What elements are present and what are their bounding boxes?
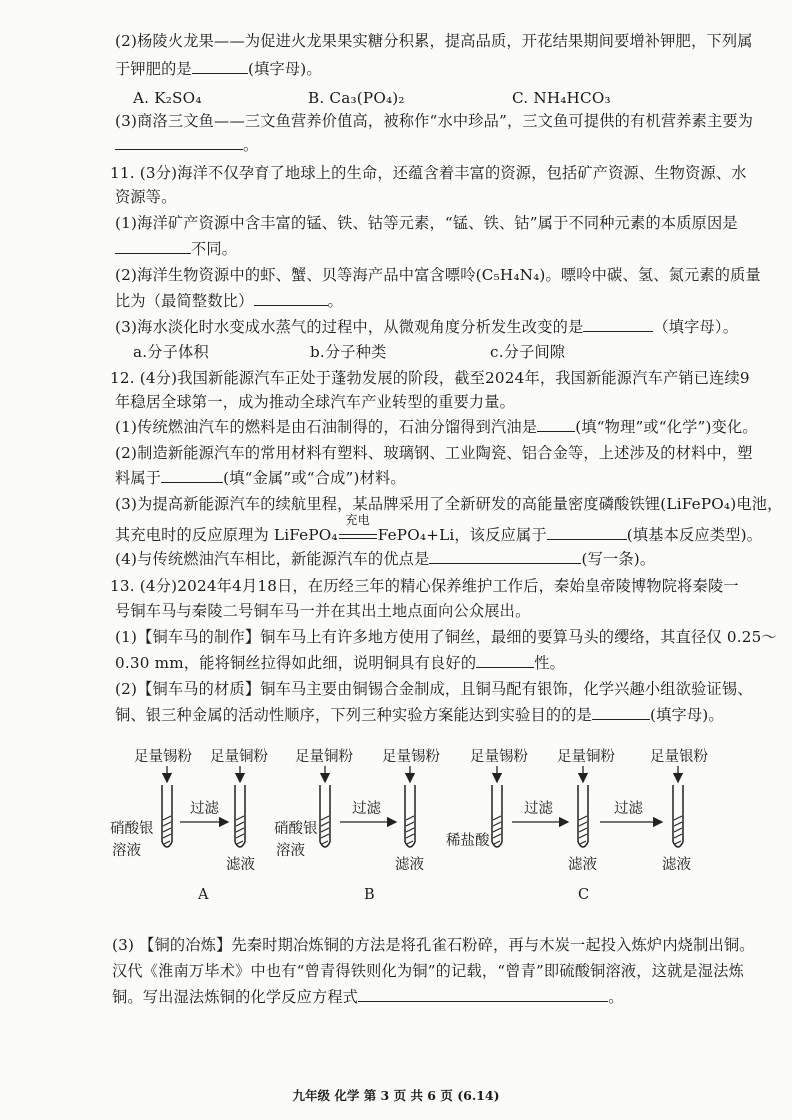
q12-part4-line1: (4)与传统燃油汽车相比，新能源汽车的优点是 (写一条)。 bbox=[115, 550, 656, 568]
q10-part2-line1: (2)杨陵火龙果——为促进火龙果果实糖分积累，提高品质，开花结果期间要增补钾肥，下列属 bbox=[115, 32, 753, 50]
q10-part3-line2: 。 bbox=[115, 134, 258, 156]
page-footer: 九年级 化学 第 3 页 共 6 页 (6.14) bbox=[292, 1088, 500, 1103]
q10-part2-line2: 于钾肥的是 (填字母)。 bbox=[115, 60, 322, 78]
answer-blank[interactable] bbox=[537, 416, 575, 432]
answer-blank[interactable] bbox=[592, 704, 650, 720]
q12-stem-line2: 年稳居全球第一，成为推动全球汽车产业转型的重要力量。 bbox=[115, 393, 516, 411]
q13-part3-line1: (3) 【铜的冶炼】先秦时期冶炼铜的方法是将孔雀石粉碎，再与木炭一起投入炼炉内烧制出铜。 bbox=[112, 936, 755, 954]
answer-blank[interactable] bbox=[358, 986, 608, 1002]
answer-blank[interactable] bbox=[254, 290, 328, 306]
reagent-label: 足量锡粉 bbox=[470, 749, 528, 765]
option-c-label: C bbox=[578, 887, 590, 903]
filter-label: 过滤 bbox=[524, 801, 553, 817]
solution-label: 硝酸银 bbox=[110, 821, 154, 837]
filter-label: 过滤 bbox=[352, 801, 381, 817]
q11-stem-line2: 资源等。 bbox=[115, 188, 177, 206]
option-b-label: B bbox=[364, 887, 375, 903]
filtrate-label: 滤液 bbox=[226, 857, 255, 873]
option-a-label: A bbox=[198, 887, 209, 903]
reagent-label: 足量铜粉 bbox=[295, 749, 353, 765]
q12-part1-line1: (1)传统燃油汽车的燃料是由石油制得的，石油分馏得到汽油是 (填“物理”或“化学”)变化。 bbox=[115, 418, 758, 436]
q13-stem-line2: 号铜车马与秦陵二号铜车马一并在其出土地点面向公众展出。 bbox=[115, 602, 531, 620]
q12-part2-line1: (2)制造新能源汽车的常用材料有塑料、玻璃钢、工业陶瓷、铝合金等，上述涉及的材料中，塑 bbox=[115, 444, 753, 462]
q10-option-a: A. K₂SO₄ bbox=[133, 89, 202, 107]
answer-blank[interactable] bbox=[476, 652, 534, 668]
answer-blank[interactable] bbox=[115, 134, 243, 150]
q11-stem-line1: 11. (3分)海洋不仅孕育了地球上的生命，还蕴含着丰富的资源，包括矿产资源、生物资源、水 bbox=[110, 164, 747, 182]
q10-option-c: C. NH₄HCO₃ bbox=[512, 89, 611, 107]
answer-blank[interactable] bbox=[429, 548, 581, 564]
solution-label: 溶液 bbox=[112, 843, 141, 859]
q11-option-b: b.分子种类 bbox=[310, 343, 387, 361]
q13-part3-line3: 铜。写出湿法炼铜的化学反应方程式 。 bbox=[112, 988, 624, 1006]
q12-stem-line1: 12. (4分)我国新能源汽车正处于蓬勃发展的阶段，截至2024年，我国新能源汽车产销已连续9 bbox=[110, 369, 750, 387]
q13-part1-line2: 0.30 mm，能将铜丝拉得如此细，说明铜具有良好的 性。 bbox=[115, 654, 565, 672]
answer-blank[interactable] bbox=[115, 238, 191, 254]
q13-stem-line1: 13. (4分)2024年4月18日，在历经三年的精心保养维护工作后，秦始皇帝陵博物院将秦陵一 bbox=[110, 577, 739, 595]
q11-option-a: a.分子体积 bbox=[133, 343, 209, 361]
solution-label: 稀盐酸 bbox=[446, 833, 490, 849]
reagent-label: 足量锡粉 bbox=[134, 749, 192, 765]
reagent-label: 足量铜粉 bbox=[557, 749, 615, 765]
reaction-condition-arrow: 充电 bbox=[338, 524, 378, 546]
reagent-label: 足量铜粉 bbox=[210, 749, 268, 765]
filtrate-label: 滤液 bbox=[395, 857, 424, 873]
solution-label: 溶液 bbox=[276, 843, 305, 859]
filtrate-label: 滤液 bbox=[568, 857, 597, 873]
answer-blank[interactable] bbox=[192, 58, 248, 74]
q10-option-b: B. Ca₃(PO₄)₂ bbox=[308, 89, 405, 107]
filter-label: 过滤 bbox=[614, 801, 643, 817]
q11-part1-line2: 不同。 bbox=[115, 238, 237, 260]
reagent-label: 足量银粉 bbox=[650, 749, 708, 765]
q13-part3-line2: 汉代《淮南万毕术》中也有“曾青得铁则化为铜”的记载，“曾青”即硫酸铜溶液，这就是湿法炼 bbox=[112, 962, 744, 980]
q12-part3-line1: (3)为提高新能源汽车的续航里程，某品牌采用了全新研发的高能量密度磷酸铁锂(LiFePO₄)电池， bbox=[115, 495, 783, 513]
reagent-label: 足量锡粉 bbox=[382, 749, 440, 765]
solution-label: 硝酸银 bbox=[274, 821, 318, 837]
filter-label: 过滤 bbox=[190, 801, 219, 817]
q13-part2-line2: 铜、银三种金属的活动性顺序，下列三种实验方案能达到实验目的的是 (填字母)。 bbox=[115, 706, 724, 724]
answer-blank[interactable] bbox=[161, 467, 223, 483]
filtrate-label: 滤液 bbox=[662, 857, 691, 873]
answer-blank[interactable] bbox=[583, 316, 653, 332]
q11-part3-line1: (3)海水淡化时水变成水蒸气的过程中，从微观角度分析发生改变的是 （填字母）。 bbox=[115, 318, 739, 336]
q11-part2-line2: 比为（最简整数比） 。 bbox=[115, 292, 343, 310]
q11-part2-line1: (2)海洋生物资源中的虾、蟹、贝等海产品中富含嘌呤(C₅H₄N₄)。嘌呤中碳、氢、氮元素的质量 bbox=[115, 266, 761, 284]
q11-part1-line1: (1)海洋矿产资源中含丰富的锰、铁、钴等元素，“锰、铁、钴”属于不同种元素的本质原因是 bbox=[115, 214, 738, 232]
q10-part3-line1: (3)商洛三文鱼——三文鱼营养价值高，被称作“水中珍品”，三文鱼可提供的有机营养素主要为 bbox=[115, 112, 754, 130]
q12-part3-line2: 其充电时的反应原理为 LiFePO₄ 充电 FePO₄+Li，该反应属于 (填基本反应类型)。 bbox=[115, 513, 763, 544]
q13-part1-line1: (1)【铜车马的制作】铜车马上有许多地方使用了铜丝，最细的要算马头的缨络，其直径仅 0.25～ bbox=[115, 628, 777, 646]
q12-part2-line2: 料属于 (填“金属”或“合成”)材料。 bbox=[115, 469, 406, 487]
q11-option-c: c.分子间隙 bbox=[490, 343, 566, 361]
answer-blank[interactable] bbox=[547, 524, 627, 540]
q13-part2-line1: (2)【铜车马的材质】铜车马主要由铜锡合金制成，且铜马配有银饰，化学兴趣小组欲验证锡、 bbox=[115, 680, 753, 698]
